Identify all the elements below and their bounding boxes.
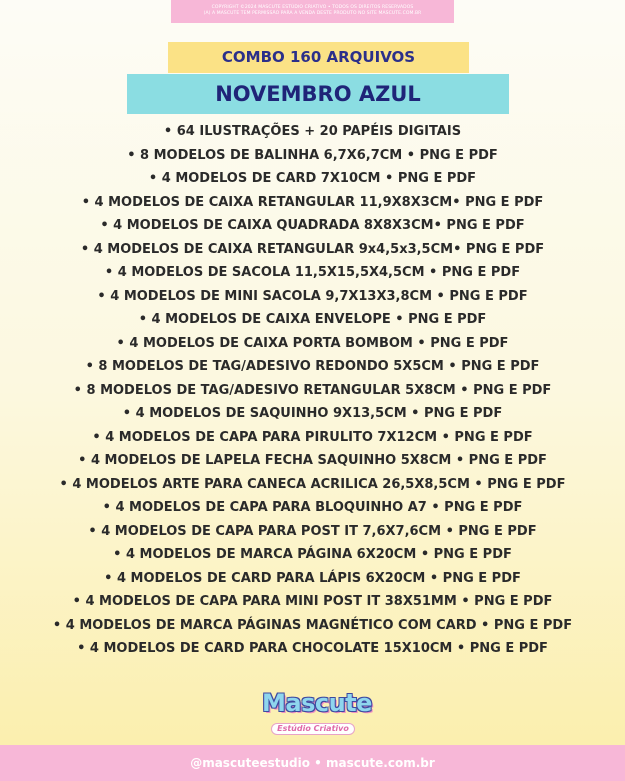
list-item: • 4 MODELOS DE MINI SACOLA 9,7X13X3,8CM • PNG E PDF — [97, 288, 528, 304]
list-item: • 4 MODELOS ARTE PARA CANECA ACRILICA 26,5X8,5CM • PNG E PDF — [59, 476, 566, 492]
list-item: • 4 MODELOS DE CARD 7X10CM • PNG E PDF — [148, 171, 477, 186]
list-item: • 4 MODELOS DE CAIXA RETANGULAR 9x4,5x3,5CM• PNG E PDF — [80, 241, 545, 257]
list-item: • 4 MODELOS DE CAIXA QUADRADA 8X8X3CM• PNG E PDF — [100, 218, 525, 233]
list-item: • 8 MODELOS DE TAG/ADESIVO RETANGULAR 5X8CM • PNG E PDF — [73, 382, 552, 398]
list-item: • 4 MODELOS DE MARCA PÁGINA 6X20CM • PNG E PDF — [113, 547, 512, 562]
footer-text: @mascuteestudio • mascute.com.br — [190, 756, 435, 770]
list-item: • 4 MODELOS DE SAQUINHO 9X13,5CM • PNG E PDF — [122, 406, 503, 421]
copyright-banner — [171, 0, 454, 23]
list-item: • 8 MODELOS DE BALINHA 6,7X6,7CM • PNG E PDF — [127, 147, 498, 163]
logo-tagline: Estúdio Criativo — [271, 723, 355, 735]
list-item: • 4 MODELOS DE CAIXA PORTA BOMBOM • PNG E PDF — [116, 335, 509, 351]
list-item: • 4 MODELOS DE CAPA PARA PIRULITO 7X12CM • PNG E PDF — [92, 429, 533, 445]
list-item: • 4 MODELOS DE MARCA PÁGINAS MAGNÉTICO COM CARD • PNG E PDF — [52, 617, 573, 633]
list-item: • 4 MODELOS DE CAPA PARA BLOQUINHO A7 • PNG E PDF — [102, 500, 523, 515]
items-list — [0, 120, 625, 661]
logo-wordmark: Mascute — [262, 689, 372, 717]
list-item: • 4 MODELOS DE LAPELA FECHA SAQUINHO 5X8CM • PNG E PDF — [78, 453, 547, 468]
combo-label: COMBO 160 ARQUIVOS — [168, 42, 469, 73]
list-item: • 4 MODELOS DE CAIXA ENVELOPE • PNG E PDF — [138, 312, 487, 327]
list-item: • 4 MODELOS DE CAPA PARA MINI POST IT 38X51MM • PNG E PDF — [72, 594, 553, 609]
brand-logo — [262, 689, 372, 733]
list-item: • 4 MODELOS DE CARD PARA CHOCOLATE 15X10CM • PNG E PDF — [77, 641, 548, 656]
list-item: • 4 MODELOS DE CARD PARA LÁPIS 6X20CM • PNG E PDF — [104, 570, 521, 586]
copyright-line-2: (A) A MASCUTE TEM PERMISSÃO PARA A VENDA DESTE PRODUTO NO SITE MASCUTE.COM.BR — [203, 11, 422, 16]
page-title: NOVEMBRO AZUL — [127, 74, 509, 114]
list-item: • 64 ILUSTRAÇÕES + 20 PAPÉIS DIGITAIS — [163, 124, 462, 139]
footer-bar — [0, 745, 625, 781]
list-item: • 8 MODELOS DE TAG/ADESIVO REDONDO 5X5CM • PNG E PDF — [85, 359, 540, 374]
list-item: • 4 MODELOS DE CAPA PARA POST IT 7,6X7,6CM • PNG E PDF — [88, 523, 537, 539]
list-item: • 4 MODELOS DE SACOLA 11,5X15,5X4,5CM • PNG E PDF — [104, 265, 521, 280]
copyright-line-1: COPYRIGHT ©2024 MASCUTE ESTÚDIO CRIATIVO • TODOS OS DIREITOS RESERVADOS — [211, 5, 414, 10]
list-item: • 4 MODELOS DE CAIXA RETANGULAR 11,9X8X3CM• PNG E PDF — [81, 194, 544, 210]
